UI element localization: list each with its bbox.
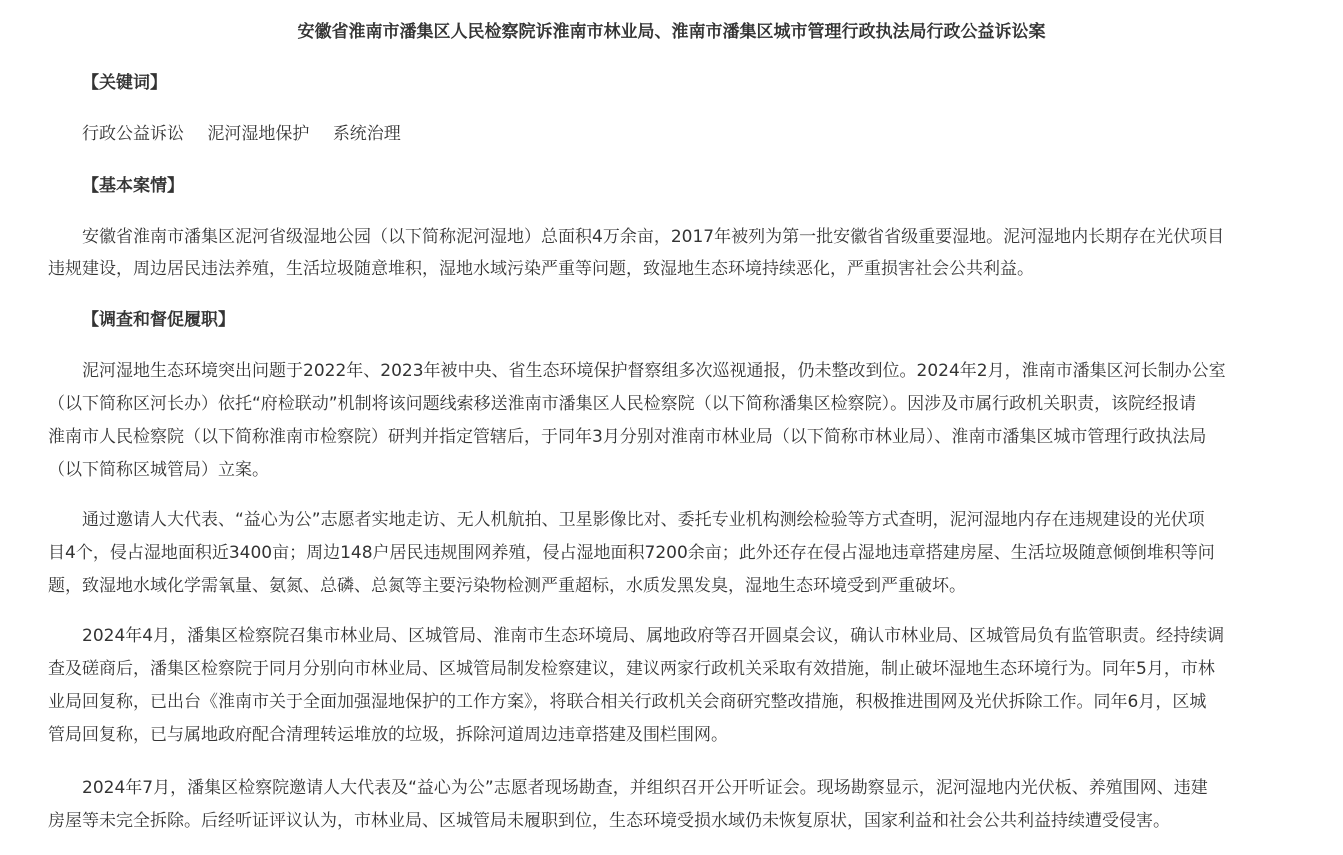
paragraph-1-line: （以下简称区河长办）依托“府检联动”机制将该问题线索移送淮南市潘集区人民检察院（以下简称潘集区检察院）。因涉及市属行政机关职责，该院经报请 <box>48 394 1197 414</box>
keyword: 系统治理 <box>332 124 401 144</box>
paragraph-1-line: 淮南市人民检察院（以下简称淮南市检察院）研判并指定管辖后，于同年3月分别对淮南市林业局（以下简称市林业局）、淮南市潘集区城市管理行政执法局 <box>48 427 1207 447</box>
paragraph-3-line: 2024年4月，潘集区检察院召集市林业局、区城管局、淮南市生态环境局、属地政府等召开圆桌会议，确认市林业局、区城管局负有监管职责。经持续调 <box>82 626 1225 646</box>
basic-facts-line: 安徽省淮南市潘集区泥河省级湿地公园（以下简称泥河湿地）总面积4万余亩，2017年被列为第一批安徽省省级重要湿地。泥河湿地内长期存在光伏项目 <box>82 227 1225 247</box>
paragraph-1-line: （以下简称区城管局）立案。 <box>48 460 269 480</box>
paragraph-4-line: 2024年7月，潘集区检察院邀请人大代表及“益心为公”志愿者现场勘查，并组织召开公开听证会。现场勘察显示，泥河湿地内光伏板、养殖围网、违建 <box>82 778 1208 798</box>
paragraph-2-line: 通过邀请人大代表、“益心为公”志愿者实地走访、无人机航拍、卫星影像比对、委托专业机构测绘检验等方式查明，泥河湿地内存在违规建设的光伏项 <box>82 510 1205 530</box>
basic-facts-heading: 【基本案情】 <box>82 176 184 196</box>
paragraph-2-line: 目4个，侵占湿地面积近3400亩；周边148户居民违规围网养殖，侵占湿地面积7200余亩；此外还存在侵占湿地违章搭建房屋、生活垃圾随意倾倒堆积等问 <box>48 543 1215 563</box>
paragraph-3-line: 业局回复称，已出台《淮南市关于全面加强湿地保护的工作方案》，将联合相关行政机关会商研究整改措施，积极推进围网及光伏拆除工作。同年6月，区城 <box>48 692 1207 712</box>
investigation-heading: 【调查和督促履职】 <box>82 310 235 330</box>
article-title: 安徽省淮南市潘集区人民检察院诉淮南市林业局、淮南市潘集区城市管理行政执法局行政公益诉讼案 <box>297 22 1046 42</box>
paragraph-2-line: 题，致湿地水域化学需氧量、氨氮、总磷、总氮等主要污染物检测严重超标，水质发黑发臭，湿地生态环境受到严重破坏。 <box>48 576 966 596</box>
paragraph-3-line: 查及磋商后，潘集区检察院于同月分别向市林业局、区城管局制发检察建议，建议两家行政机关采取有效措施，制止破坏湿地生态环境行为。同年5月，市林 <box>48 659 1215 679</box>
paragraph-1-line: 泥河湿地生态环境突出问题于2022年、2023年被中央、省生态环境保护督察组多次巡视通报，仍未整改到位。2024年2月，淮南市潘集区河长制办公室 <box>82 361 1226 381</box>
keywords-list <box>82 121 419 147</box>
keyword: 泥河湿地保护 <box>207 124 310 144</box>
keyword: 行政公益诉讼 <box>82 124 184 144</box>
paragraph-3-line: 管局回复称，已与属地政府配合清理转运堆放的垃圾，拆除河道周边违章搭建及围栏围网。 <box>48 725 728 745</box>
keywords-heading: 【关键词】 <box>82 73 167 93</box>
basic-facts-line: 违规建设，周边居民违法养殖，生活垃圾随意堆积，湿地水域污染严重等问题，致湿地生态环境持续恶化，严重损害社会公共利益。 <box>48 259 1034 279</box>
paragraph-4-line: 房屋等未完全拆除。后经听证评议认为，市林业局、区城管局未履职到位，生态环境受损水域仍未恢复原状，国家利益和社会公共利益持续遭受侵害。 <box>48 811 1170 831</box>
